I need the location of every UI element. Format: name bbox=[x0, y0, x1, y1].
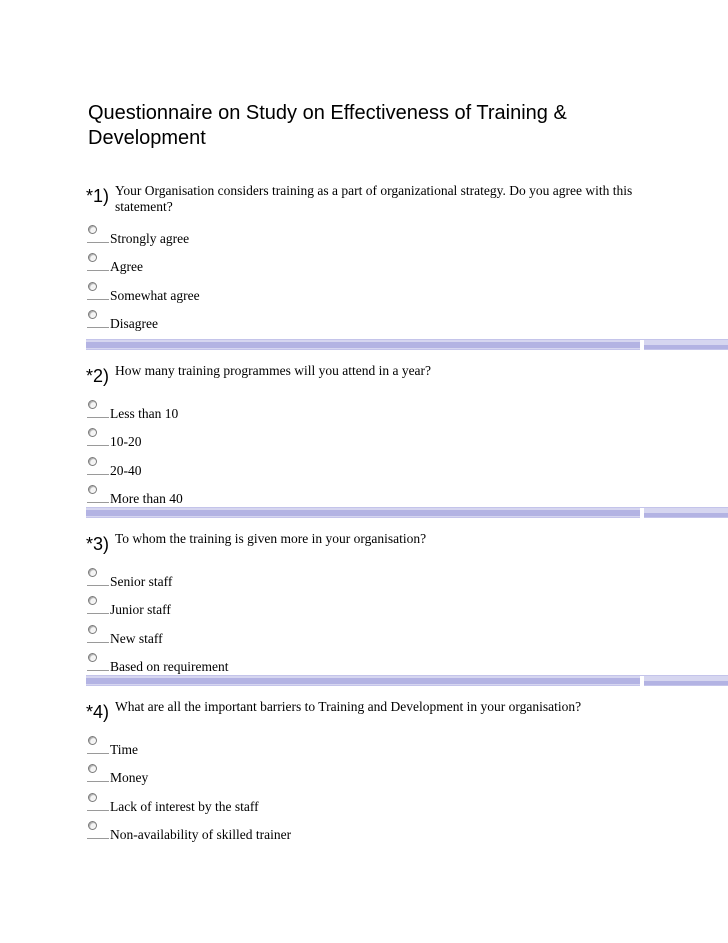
option-time[interactable] bbox=[86, 736, 726, 764]
section-divider bbox=[86, 339, 728, 350]
radio-button-icon[interactable] bbox=[88, 568, 97, 577]
option-label: Non-availability of skilled trainer bbox=[110, 826, 292, 842]
option-label: 10-20 bbox=[110, 434, 142, 450]
option-label: Strongly agree bbox=[110, 231, 190, 246]
option-label: Somewhat agree bbox=[110, 287, 200, 303]
radio-button-icon[interactable] bbox=[88, 485, 97, 494]
option-money[interactable] bbox=[86, 764, 726, 792]
question-number: *1) bbox=[86, 186, 110, 206]
option-20-40[interactable] bbox=[86, 457, 726, 485]
radio-button-icon[interactable] bbox=[88, 653, 97, 662]
option-label: Junior staff bbox=[110, 602, 171, 618]
option-senior-staff[interactable] bbox=[86, 568, 726, 596]
option-label: Agree bbox=[110, 259, 143, 275]
option-label: 20-40 bbox=[110, 462, 142, 478]
radio-button-icon[interactable] bbox=[88, 400, 97, 409]
section-divider bbox=[86, 507, 728, 518]
radio-button-icon[interactable] bbox=[88, 282, 97, 291]
question-number: *2) bbox=[86, 366, 110, 386]
option-label: Money bbox=[110, 770, 149, 786]
option-junior-staff[interactable] bbox=[86, 596, 726, 624]
question-text: Your Organisation considers training as a part of organizational strategy. Do you agree with this statement? bbox=[115, 183, 633, 214]
option-label: New staff bbox=[110, 630, 163, 646]
option-agree[interactable] bbox=[86, 253, 726, 281]
option-somewhat-agree[interactable] bbox=[86, 282, 726, 310]
question-1 bbox=[86, 182, 726, 338]
question-text: To whom the training is given more in your organisation? bbox=[115, 531, 427, 546]
option-less-than-10[interactable] bbox=[86, 400, 726, 428]
question-number: *3) bbox=[86, 534, 110, 554]
option-label: More than 40 bbox=[110, 490, 183, 506]
radio-button-icon[interactable] bbox=[88, 310, 97, 319]
option-lack-of-interest[interactable] bbox=[86, 793, 726, 821]
option-10-20[interactable] bbox=[86, 428, 726, 456]
question-text: How many training programmes will you attend in a year? bbox=[115, 363, 432, 378]
option-label: Based on requirement bbox=[110, 658, 229, 674]
option-label: Lack of interest by the staff bbox=[110, 798, 259, 814]
option-label: Disagree bbox=[110, 315, 158, 331]
page-title: Questionnaire on Study on Effectiveness of Training & Development bbox=[88, 102, 567, 149]
option-strongly-agree[interactable] bbox=[86, 225, 726, 253]
option-non-availability-of-trainer[interactable] bbox=[86, 821, 726, 849]
radio-button-icon[interactable] bbox=[88, 428, 97, 437]
option-label: Senior staff bbox=[110, 574, 173, 589]
option-disagree[interactable] bbox=[86, 310, 726, 338]
radio-button-icon[interactable] bbox=[88, 457, 97, 466]
radio-button-icon[interactable] bbox=[88, 764, 97, 773]
question-2 bbox=[86, 362, 726, 513]
radio-button-icon[interactable] bbox=[88, 225, 97, 234]
radio-button-icon[interactable] bbox=[88, 736, 97, 745]
question-3 bbox=[86, 530, 726, 681]
radio-button-icon[interactable] bbox=[88, 596, 97, 605]
option-label: Less than 10 bbox=[110, 406, 179, 421]
section-divider bbox=[86, 675, 728, 686]
radio-button-icon[interactable] bbox=[88, 625, 97, 634]
radio-button-icon[interactable] bbox=[88, 821, 97, 830]
radio-button-icon[interactable] bbox=[88, 793, 97, 802]
question-text: What are all the important barriers to Training and Development in your organisation? bbox=[115, 699, 582, 714]
question-4 bbox=[86, 698, 726, 849]
option-new-staff[interactable] bbox=[86, 625, 726, 653]
question-number: *4) bbox=[86, 702, 110, 722]
option-label: Time bbox=[110, 742, 139, 757]
radio-button-icon[interactable] bbox=[88, 253, 97, 262]
